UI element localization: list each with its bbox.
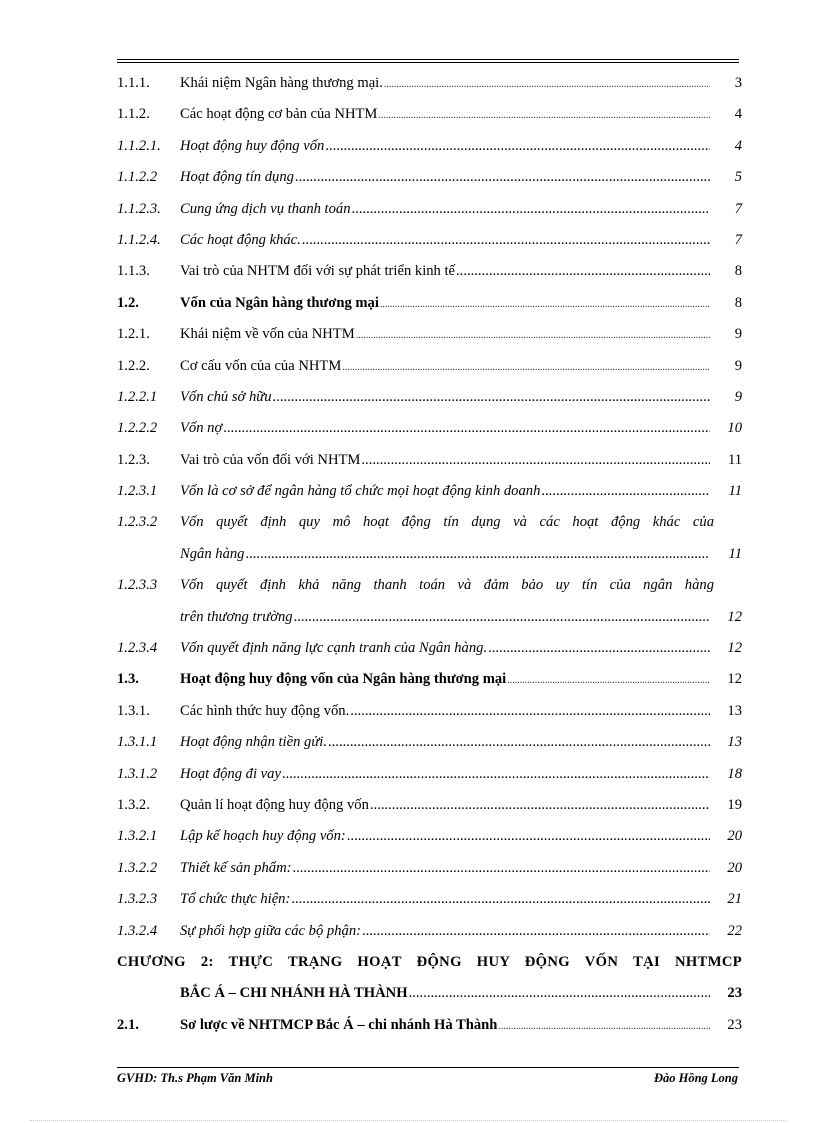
toc-entry-title: Quản lí hoạt động huy động vốn — [180, 796, 369, 813]
toc-entry-number: 1.2.3.3 — [117, 577, 158, 594]
toc-entry-title: Khái niệm Ngân hàng thương mại. — [180, 75, 383, 91]
toc-entry — [117, 920, 742, 942]
toc-page-number: 13 — [727, 702, 742, 719]
toc-leader-dots — [273, 386, 710, 408]
toc-leader-dots — [282, 763, 710, 785]
toc-leader-dots — [488, 637, 710, 659]
toc-entry-number: 1.2.3.2 — [117, 514, 158, 531]
toc-page-number: 20 — [727, 828, 742, 845]
toc-page-number: 9 — [734, 388, 742, 405]
toc-leader-dots — [302, 229, 710, 251]
toc-entry-number: 1.3.1. — [117, 702, 150, 719]
toc-entry-number: 1.1.1. — [117, 75, 150, 91]
toc-page-number: 20 — [727, 859, 742, 876]
toc-entry-number: 1.1.2. — [117, 106, 150, 123]
toc-entry — [117, 1014, 742, 1036]
toc-leader-dots — [378, 105, 710, 127]
toc-leader-dots — [456, 260, 710, 282]
toc-leader-dots — [370, 794, 710, 816]
toc-page-number: 3 — [734, 75, 742, 91]
toc-entry-title: Cung ứng dịch vụ thanh toán — [180, 200, 351, 217]
toc-leader-dots — [541, 480, 710, 502]
toc-leader-dots — [294, 606, 710, 628]
toc-entry-number: 1.3.2. — [117, 796, 150, 813]
toc-entry-title: Vai trò của vốn đối với NHTM — [180, 451, 361, 468]
toc-page-number: 21 — [727, 891, 742, 908]
toc-page-number: 12 — [727, 640, 742, 657]
toc-leader-dots — [409, 982, 710, 1004]
toc-page-number: 7 — [734, 231, 742, 248]
toc-leader-dots — [292, 857, 710, 879]
toc-page-number: 13 — [727, 734, 742, 751]
toc-entry — [117, 103, 742, 125]
toc-leader-dots — [507, 670, 710, 692]
toc-entry — [117, 888, 742, 910]
toc-page-number: 19 — [727, 796, 742, 813]
toc-entry-title-cont: Ngân hàng — [180, 545, 245, 562]
toc-entry — [117, 668, 742, 690]
toc-page-number: 12 — [727, 608, 742, 625]
footer-rule — [117, 1067, 739, 1068]
toc-entry-title: Tổ chức thực hiện: — [180, 891, 291, 908]
toc-entry-number: 1.2. — [117, 294, 139, 311]
toc-entry — [117, 323, 742, 345]
toc-page-number: 9 — [734, 326, 742, 343]
toc-page-number: 7 — [734, 200, 742, 217]
toc-entry-title: Các hoạt động khác. — [180, 231, 301, 248]
toc-entry — [117, 731, 742, 753]
toc-entry-title: Vốn quyết định quy mô hoạt động tín dụng và các hoạt động khác của — [180, 514, 714, 531]
toc-entry-number: 1.1.2.4. — [117, 231, 161, 248]
toc-leader-dots — [223, 417, 710, 439]
toc-entry-number: 2.1. — [117, 1016, 139, 1033]
toc-page-number: 12 — [727, 671, 742, 688]
toc-entry — [117, 794, 742, 816]
toc-leader-dots — [328, 731, 710, 753]
toc-page-number: 8 — [734, 263, 742, 280]
toc-entry-number: 1.3.2.1 — [117, 828, 158, 845]
toc-entry-number: 1.1.2.3. — [117, 200, 161, 217]
toc-entry — [117, 260, 742, 282]
toc-leader-dots — [356, 325, 710, 347]
toc-page-number: 18 — [727, 765, 742, 782]
toc-entry-number: 1.3.1.2 — [117, 765, 158, 782]
toc-entry-title: Khái niệm về vốn của NHTM — [180, 326, 355, 343]
toc-entry-number: 1.2.3. — [117, 451, 150, 468]
toc-page-number: 4 — [734, 137, 742, 154]
toc-entry — [117, 198, 742, 220]
toc-entry — [117, 135, 742, 157]
toc-entry-title: Sơ lược về NHTMCP Bắc Á – chi nhánh Hà Thành — [180, 1016, 498, 1033]
toc-page-number: 10 — [727, 420, 742, 437]
toc-leader-dots — [295, 166, 710, 188]
toc-entry-title: Các hình thức huy động vốn. — [180, 702, 350, 719]
toc-entry — [117, 951, 742, 1004]
toc-leader-dots — [498, 1016, 710, 1038]
toc-leader-dots — [350, 700, 710, 722]
toc-entry — [117, 857, 742, 879]
toc-page-number: 9 — [734, 357, 742, 374]
table-of-contents — [117, 72, 742, 1045]
toc-entry — [117, 574, 742, 627]
footer-supervisor: GVHD: Th.s Phạm Văn Minh — [117, 1071, 273, 1085]
toc-leader-dots — [352, 198, 710, 220]
toc-entry-title: Lập kế hoạch huy động vốn: — [180, 828, 346, 845]
toc-entry-number: 1.3.2.2 — [117, 859, 158, 876]
toc-entry-number: 1.1.2.2 — [117, 169, 158, 186]
toc-entry-title: Hoạt động tín dụng — [180, 169, 294, 186]
toc-page-number: 4 — [734, 106, 742, 123]
toc-leader-dots — [347, 825, 710, 847]
toc-entry — [117, 292, 742, 314]
toc-entry-title: Vai trò của NHTM đối với sự phát triển kinh tế — [180, 263, 456, 280]
toc-entry-number: 1.2.3.4 — [117, 640, 158, 657]
toc-entry-title: Vốn nợ — [180, 420, 223, 437]
toc-entry-title: Hoạt động huy động vốn — [180, 137, 325, 154]
toc-entry — [117, 386, 742, 408]
page-edge — [30, 1120, 786, 1121]
toc-entry — [117, 763, 742, 785]
toc-entry — [117, 511, 742, 564]
footer-author: Đào Hồng Long — [653, 1071, 738, 1085]
toc-entry-number: 1.2.2. — [117, 357, 150, 374]
toc-page-number: 8 — [734, 294, 742, 311]
toc-entry — [117, 417, 742, 439]
toc-entry-number: 1.2.2.1 — [117, 388, 158, 405]
toc-entry-title: Vốn là cơ sở để ngân hàng tổ chức mọi hoạt động kinh doanh — [180, 483, 541, 500]
toc-entry-title: Hoạt động đi vay — [180, 765, 281, 782]
toc-entry-title: Vốn quyết định khả năng thanh toán và đảm bảo uy tín của ngân hàng — [180, 577, 714, 594]
toc-leader-dots — [380, 294, 710, 316]
toc-entry — [117, 700, 742, 722]
toc-entry-title: Vốn của Ngân hàng thương mại — [180, 294, 379, 311]
toc-entry — [117, 449, 742, 471]
toc-entry-title-cont: BẮC Á – CHI NHÁNH HÀ THÀNH — [180, 985, 408, 1002]
toc-entry — [117, 72, 742, 94]
toc-page-number: 23 — [727, 1016, 742, 1033]
toc-entry-number: 1.3.2.3 — [117, 891, 158, 908]
toc-leader-dots — [325, 135, 710, 157]
header-rule — [117, 59, 739, 60]
toc-entry-number: 1.1.3. — [117, 263, 150, 280]
toc-entry-number: 1.2.3.1 — [117, 483, 158, 500]
toc-page-number: 11 — [727, 451, 742, 468]
toc-page-number: 23 — [727, 985, 742, 1002]
toc-entry-title: Vốn quyết định năng lực cạnh tranh của Ngân hàng. — [180, 640, 488, 657]
toc-entry-number: 1.2.2.2 — [117, 420, 158, 437]
header-rule-inner — [117, 62, 739, 63]
toc-entry-number: 1.3.2.4 — [117, 922, 158, 939]
toc-entry-title-cont: trên thương trường — [180, 608, 293, 625]
toc-entry-title: CHƯƠNG 2: THỰC TRẠNG HOẠT ĐỘNG HUY ĐỘNG VỐN TẠI NHTMCP — [117, 953, 742, 970]
toc-entry — [117, 480, 742, 502]
toc-entry-number: 1.3.1.1 — [117, 734, 158, 751]
toc-entry-title: Cơ cấu vốn của của NHTM — [180, 357, 342, 374]
toc-entry-title: Sự phối hợp giữa các bộ phận: — [180, 922, 361, 939]
toc-entry-number: 1.2.1. — [117, 326, 150, 343]
toc-entry — [117, 355, 742, 377]
toc-entry-number: 1.1.2.1. — [117, 137, 161, 154]
toc-entry — [117, 637, 742, 659]
toc-leader-dots — [342, 357, 710, 379]
toc-entry-title: Các hoạt động cơ bản của NHTM — [180, 106, 378, 123]
toc-leader-dots — [361, 449, 710, 471]
toc-page-number: 11 — [728, 545, 742, 562]
toc-leader-dots — [362, 920, 710, 942]
toc-leader-dots — [384, 74, 710, 96]
toc-page-number: 5 — [734, 169, 742, 186]
toc-entry-title: Hoạt động nhận tiền gửi. — [180, 734, 327, 751]
toc-entry-number: 1.3. — [117, 671, 139, 688]
toc-entry — [117, 229, 742, 251]
toc-entry — [117, 166, 742, 188]
toc-leader-dots — [291, 888, 710, 910]
toc-entry-title: Vốn chủ sở hữu — [180, 388, 272, 405]
toc-entry-title: Thiết kế sản phẩm: — [180, 859, 292, 876]
toc-page-number: 22 — [727, 922, 742, 939]
toc-leader-dots — [245, 543, 710, 565]
toc-entry-title: Hoạt động huy động vốn của Ngân hàng thương mại — [180, 671, 507, 688]
toc-entry — [117, 825, 742, 847]
toc-page-number: 11 — [728, 483, 742, 500]
